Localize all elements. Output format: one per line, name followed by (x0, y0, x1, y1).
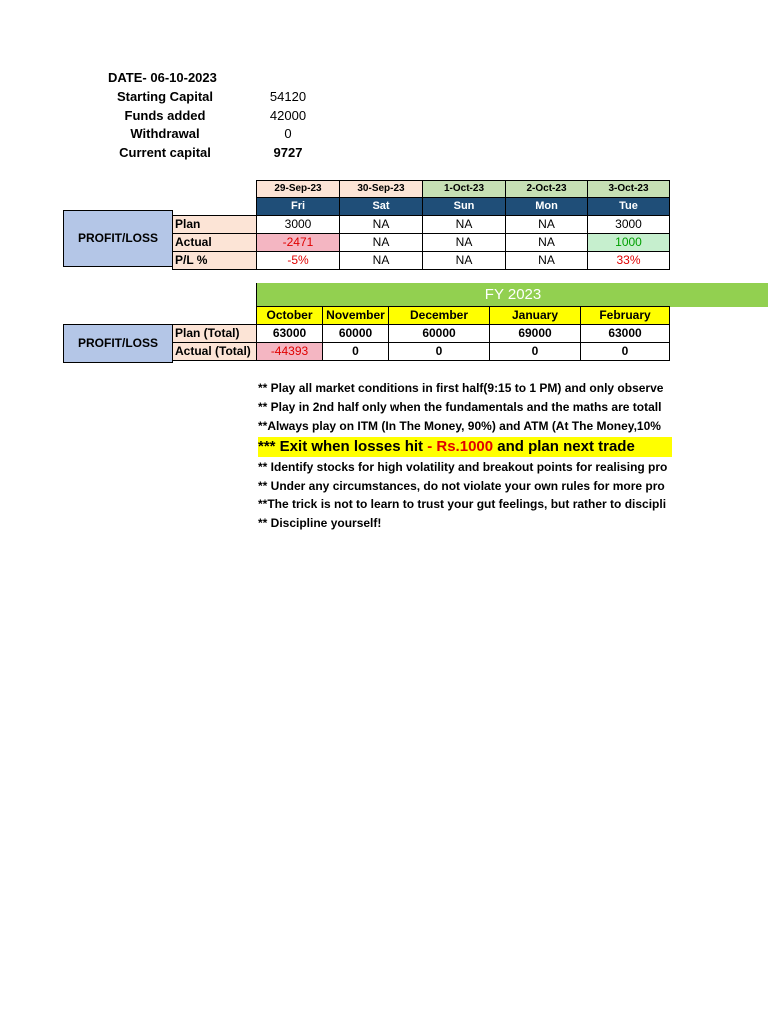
fy-banner: FY 2023 (256, 283, 768, 307)
actual-total-cell: 0 (490, 343, 581, 361)
month-header-row (173, 307, 670, 325)
month-cell: January (490, 307, 581, 325)
plan-row-label: Plan (173, 215, 257, 233)
actual-cell: 1000 (588, 233, 670, 251)
month-cell: November (323, 307, 389, 325)
actual-total-cell: 0 (581, 343, 670, 361)
daily-pl-pct-row (173, 251, 670, 269)
actual-cell: NA (340, 233, 423, 251)
note-exit-rule (258, 437, 672, 457)
daily-actual-row (173, 233, 670, 251)
pl-pct-row-label: P/L % (173, 251, 257, 269)
day-cell: Fri (257, 198, 340, 216)
pl-pct-cell: NA (340, 251, 423, 269)
daily-date-row (173, 181, 670, 198)
empty-cell (173, 198, 257, 216)
actual-cell: NA (423, 233, 506, 251)
withdrawal-label: Withdrawal (130, 126, 200, 141)
date-cell: 29-Sep-23 (257, 181, 340, 198)
actual-cell: -2471 (257, 233, 340, 251)
plan-cell: NA (340, 215, 423, 233)
plan-cell: 3000 (257, 215, 340, 233)
day-cell: Sat (340, 198, 423, 216)
day-cell: Sun (423, 198, 506, 216)
actual-total-label: Actual (Total) (173, 343, 257, 361)
plan-cell: NA (423, 215, 506, 233)
plan-total-cell: 63000 (581, 325, 670, 343)
pl-pct-cell: -5% (257, 251, 340, 269)
note-6: ** Under any circumstances, do not violate your own rules for more pro (258, 479, 665, 493)
monthly-pl-table (172, 306, 670, 361)
pl-pct-cell: NA (423, 251, 506, 269)
plan-total-cell: 60000 (323, 325, 389, 343)
starting-capital-label: Starting Capital (116, 89, 214, 104)
daily-profit-loss-label: PROFIT/LOSS (63, 210, 173, 267)
date-label: DATE- 06-10-2023 (108, 70, 217, 85)
note-7: **The trick is not to learn to trust your gut feelings, but rather to discipli (258, 497, 667, 511)
date-cell: 3-Oct-23 (588, 181, 670, 198)
plan-total-cell: 60000 (389, 325, 490, 343)
current-capital-value: 9727 (273, 145, 303, 160)
actual-total-cell: 0 (389, 343, 490, 361)
date-cell: 2-Oct-23 (506, 181, 588, 198)
note-2: ** Play in 2nd half only when the fundamentals and the maths are totall (258, 400, 662, 414)
funds-added-value: 42000 (269, 108, 307, 123)
current-capital-label: Current capital (119, 145, 211, 160)
daily-pl-table (172, 180, 670, 270)
plan-cell: NA (506, 215, 588, 233)
monthly-profit-loss-label: PROFIT/LOSS (63, 324, 173, 363)
note-exit-suffix: and plan next trade (493, 438, 635, 455)
plan-cell: 3000 (588, 215, 670, 233)
starting-capital-value: 54120 (269, 89, 307, 104)
plan-total-cell: 69000 (490, 325, 581, 343)
daily-plan-row (173, 215, 670, 233)
day-cell: Mon (506, 198, 588, 216)
note-8: ** Discipline yourself! (258, 516, 382, 530)
day-cell: Tue (588, 198, 670, 216)
note-5: ** Identify stocks for high volatility and breakout points for realising pro (258, 460, 668, 474)
empty-cell (173, 181, 257, 198)
month-cell: October (257, 307, 323, 325)
note-exit-prefix: *** Exit when losses hit (258, 438, 428, 455)
month-cell: December (389, 307, 490, 325)
note-1: ** Play all market conditions in first half(9:15 to 1 PM) and only observe (258, 381, 664, 395)
daily-day-row (173, 198, 670, 216)
note-exit-amount: - Rs.1000 (427, 438, 494, 455)
pl-pct-cell: 33% (588, 251, 670, 269)
plan-total-label: Plan (Total) (173, 325, 257, 343)
actual-row-label: Actual (173, 233, 257, 251)
actual-total-row (173, 343, 670, 361)
month-cell: February (581, 307, 670, 325)
date-cell: 30-Sep-23 (340, 181, 423, 198)
empty-cell (173, 307, 257, 325)
pl-pct-cell: NA (506, 251, 588, 269)
funds-added-label: Funds added (124, 108, 206, 123)
plan-total-cell: 63000 (257, 325, 323, 343)
note-3: **Always play on ITM (In The Money, 90%) and ATM (At The Money,10% (258, 419, 661, 433)
withdrawal-value: 0 (284, 126, 292, 141)
actual-cell: NA (506, 233, 588, 251)
date-cell: 1-Oct-23 (423, 181, 506, 198)
actual-total-cell: 0 (323, 343, 389, 361)
actual-total-cell: -44393 (257, 343, 323, 361)
plan-total-row (173, 325, 670, 343)
